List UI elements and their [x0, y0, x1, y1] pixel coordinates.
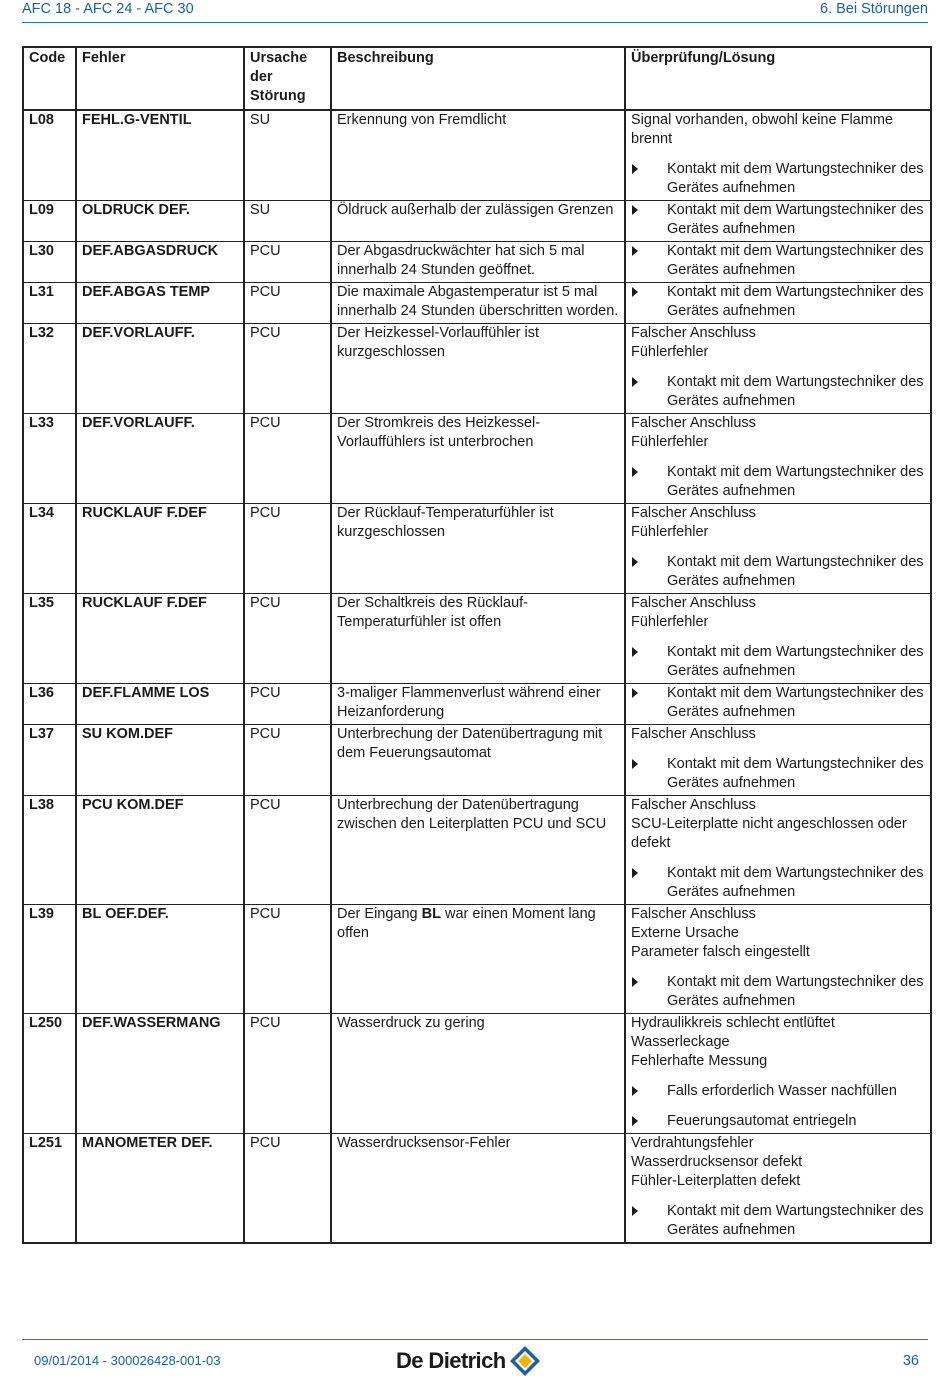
description-cell: Die maximale Abgastemperatur ist 5 mal innerhalb 24 Stunden überschritten worden.	[331, 283, 625, 324]
error-name-cell: OLDRUCK DEF.	[76, 201, 244, 242]
cause-cell: PCU	[244, 283, 331, 324]
error-code-table	[22, 46, 932, 1244]
solution-action	[631, 1082, 925, 1101]
table-row	[23, 201, 931, 242]
column-header-code: Code	[23, 47, 76, 110]
description-cell: Der Rücklauf-Temperaturfühler ist kurzgeschlossen	[331, 504, 625, 594]
cause-cell: PCU	[244, 242, 331, 283]
description-cell: Öldruck außerhalb der zulässigen Grenzen	[331, 201, 625, 242]
error-name-cell: DEF.ABGAS TEMP	[76, 283, 244, 324]
error-name-cell: DEF.ABGASDRUCK	[76, 242, 244, 283]
solution-action	[631, 201, 925, 239]
arrow-right-icon	[632, 377, 638, 387]
solution-action	[631, 755, 925, 793]
error-code-cell: L36	[23, 684, 76, 725]
cause-cell: PCU	[244, 684, 331, 725]
arrow-right-icon	[632, 1116, 638, 1126]
arrow-right-icon	[632, 977, 638, 987]
error-name-cell: SU KOM.DEF	[76, 725, 244, 796]
solution-hint: Parameter falsch eingestellt	[631, 944, 810, 960]
solution-cell	[625, 242, 931, 283]
solution-cell	[625, 905, 931, 1014]
error-code-cell: L250	[23, 1014, 76, 1134]
solution-action	[631, 553, 925, 591]
column-header-fehler: Fehler	[76, 47, 244, 110]
description-cell: Unterbrechung der Datenübertragung mit dem Feuerungsautomat	[331, 725, 625, 796]
solution-action-text: Falls erforderlich Wasser nachfüllen	[667, 1083, 897, 1099]
arrow-right-icon	[632, 868, 638, 878]
header-divider	[22, 22, 928, 23]
error-name-cell: DEF.FLAMME LOS	[76, 684, 244, 725]
error-name-cell: RUCKLAUF F.DEF	[76, 504, 244, 594]
description-cell: Der Stromkreis des Heizkessel-Vorlauffühlers ist unterbrochen	[331, 414, 625, 504]
solution-action	[631, 242, 925, 280]
solution-action	[631, 1202, 925, 1240]
solution-cell	[625, 201, 931, 242]
solution-action	[631, 1112, 925, 1131]
column-header-loesung: Überprüfung/Lösung	[625, 47, 931, 110]
solution-action	[631, 463, 925, 501]
cause-cell: PCU	[244, 324, 331, 414]
error-code-cell: L37	[23, 725, 76, 796]
description-cell: 3-maliger Flammenverlust während einer Heizanforderung	[331, 684, 625, 725]
header-chapter-title: 6. Bei Störungen	[819, 1, 928, 17]
description-cell: Unterbrechung der Datenübertragung zwischen den Leiterplatten PCU und SCU	[331, 796, 625, 905]
solution-cell	[625, 725, 931, 796]
solution-cell	[625, 283, 931, 324]
solution-action	[631, 684, 925, 722]
arrow-right-icon	[632, 246, 638, 256]
de-dietrich-logo	[396, 1345, 542, 1377]
cause-cell: PCU	[244, 594, 331, 684]
table-body	[23, 110, 931, 1243]
description-cell: Der Schaltkreis des Rücklauf-Temperaturfühler ist offen	[331, 594, 625, 684]
arrow-right-icon	[632, 287, 638, 297]
description-cell: Wasserdruck zu gering	[331, 1014, 625, 1134]
solution-hint: Falscher Anschluss	[631, 906, 756, 922]
solution-hint: Fühler-Leiterplatten defekt	[631, 1173, 801, 1189]
arrow-right-icon	[632, 467, 638, 477]
arrow-right-icon	[632, 688, 638, 698]
error-name-cell: MANOMETER DEF.	[76, 1134, 244, 1244]
solution-hint: Fühlerfehler	[631, 614, 709, 630]
error-code-cell: L35	[23, 594, 76, 684]
solution-action	[631, 283, 925, 321]
description-cell: Der Abgasdruckwächter hat sich 5 mal innerhalb 24 Stunden geöffnet.	[331, 242, 625, 283]
arrow-right-icon	[632, 164, 638, 174]
error-name-cell: DEF.VORLAUFF.	[76, 324, 244, 414]
cause-cell: PCU	[244, 1134, 331, 1244]
logo-diamond-icon	[508, 1344, 542, 1378]
description-cell: Erkennung von Fremdlicht	[331, 110, 625, 201]
solution-cell	[625, 684, 931, 725]
error-code-cell: L38	[23, 796, 76, 905]
error-name-cell: BL OEF.DEF.	[76, 905, 244, 1014]
solution-cell	[625, 1134, 931, 1244]
solution-hint: Verdrahtungsfehler	[631, 1135, 754, 1151]
table-row	[23, 725, 931, 796]
cause-cell: PCU	[244, 414, 331, 504]
solution-action	[631, 643, 925, 681]
arrow-right-icon	[632, 759, 638, 769]
description-cell: Der Heizkessel-Vorlauffühler ist kurzgeschlossen	[331, 324, 625, 414]
error-code-cell: L33	[23, 414, 76, 504]
solution-hint: Fühlerfehler	[631, 434, 709, 450]
cause-cell: PCU	[244, 905, 331, 1014]
solution-hint: Hydraulikkreis schlecht entlüftet	[631, 1015, 835, 1031]
solution-hint: Fühlerfehler	[631, 344, 709, 360]
solution-hint: Fehlerhafte Messung	[631, 1053, 768, 1069]
table-row	[23, 1134, 931, 1244]
solution-action-text: Feuerungsautomat entriegeln	[667, 1113, 857, 1129]
error-code-cell: L34	[23, 504, 76, 594]
solution-hint: Fühlerfehler	[631, 524, 709, 540]
solution-action-text: Kontakt mit dem Wartungstechniker des Gerätes aufnehmen	[667, 644, 924, 679]
solution-hint: Falscher Anschluss	[631, 595, 756, 611]
table-row	[23, 796, 931, 905]
footer-divider	[22, 1339, 928, 1340]
error-name-cell: DEF.VORLAUFF.	[76, 414, 244, 504]
solution-action-text: Kontakt mit dem Wartungstechniker des Gerätes aufnehmen	[667, 464, 924, 499]
table-row	[23, 324, 931, 414]
solution-hint: Signal vorhanden, obwohl keine Flamme brennt	[631, 112, 893, 147]
solution-hint: Wasserdrucksensor defekt	[631, 1154, 803, 1170]
solution-cell	[625, 110, 931, 201]
table-row	[23, 242, 931, 283]
solution-action-text: Kontakt mit dem Wartungstechniker des Gerätes aufnehmen	[667, 202, 924, 237]
solution-hint: Falscher Anschluss	[631, 325, 756, 341]
table-header-row	[23, 47, 931, 110]
solution-cell	[625, 504, 931, 594]
solution-hint: Falscher Anschluss	[631, 415, 756, 431]
error-code-cell: L32	[23, 324, 76, 414]
solution-cell	[625, 594, 931, 684]
arrow-right-icon	[632, 647, 638, 657]
table-row	[23, 504, 931, 594]
error-name-cell: DEF.WASSERMANG	[76, 1014, 244, 1134]
solution-action-text: Kontakt mit dem Wartungstechniker des Gerätes aufnehmen	[667, 243, 924, 278]
solution-action-text: Kontakt mit dem Wartungstechniker des Gerätes aufnehmen	[667, 685, 924, 720]
table-row	[23, 905, 931, 1014]
header-document-title: AFC 18 - AFC 24 - AFC 30	[22, 1, 194, 17]
footer-document-ref: 09/01/2014 - 300026428-001-03	[34, 1353, 221, 1368]
solution-action-text: Kontakt mit dem Wartungstechniker des Gerätes aufnehmen	[667, 554, 924, 589]
solution-action-text: Kontakt mit dem Wartungstechniker des Gerätes aufnehmen	[667, 284, 924, 319]
arrow-right-icon	[632, 205, 638, 215]
solution-action-text: Kontakt mit dem Wartungstechniker des Gerätes aufnehmen	[667, 865, 924, 900]
solution-hint: Wasserleckage	[631, 1034, 730, 1050]
description-text: war einen Moment lang offen	[337, 906, 596, 941]
error-name-cell: FEHL.G-VENTIL	[76, 110, 244, 201]
table-row	[23, 684, 931, 725]
description-bold-term: BL	[421, 906, 441, 922]
solution-cell	[625, 1014, 931, 1134]
column-header-beschreibung: Beschreibung	[331, 47, 625, 110]
cause-cell: PCU	[244, 796, 331, 905]
solution-action-text: Kontakt mit dem Wartungstechniker des Gerätes aufnehmen	[667, 1203, 924, 1238]
solution-action	[631, 864, 925, 902]
table-row	[23, 1014, 931, 1134]
solution-action-text: Kontakt mit dem Wartungstechniker des Gerätes aufnehmen	[667, 374, 924, 409]
cause-cell: PCU	[244, 1014, 331, 1134]
error-code-cell: L39	[23, 905, 76, 1014]
solution-hint: Externe Ursache	[631, 925, 739, 941]
cause-cell: SU	[244, 201, 331, 242]
error-code-cell: L251	[23, 1134, 76, 1244]
solution-action-text: Kontakt mit dem Wartungstechniker des Gerätes aufnehmen	[667, 974, 924, 1009]
solution-cell	[625, 796, 931, 905]
description-text: Der Eingang	[337, 906, 422, 922]
table-row	[23, 283, 931, 324]
description-cell: Wasserdrucksensor-Fehler	[331, 1134, 625, 1244]
solution-action-text: Kontakt mit dem Wartungstechniker des Gerätes aufnehmen	[667, 756, 924, 791]
solution-cell	[625, 414, 931, 504]
solution-hint: Falscher Anschluss	[631, 505, 756, 521]
solution-hint: SCU-Leiterplatte nicht angeschlossen oder defekt	[631, 816, 907, 851]
solution-action	[631, 373, 925, 411]
error-code-cell: L09	[23, 201, 76, 242]
solution-hint: Falscher Anschluss	[631, 726, 756, 742]
error-code-cell: L30	[23, 242, 76, 283]
description-cell	[331, 905, 625, 1014]
solution-cell	[625, 324, 931, 414]
table-row	[23, 414, 931, 504]
logo-wordmark: De Dietrich	[396, 1348, 506, 1373]
solution-action	[631, 973, 925, 1011]
cause-cell: SU	[244, 110, 331, 201]
error-code-cell: L08	[23, 110, 76, 201]
table-row	[23, 594, 931, 684]
solution-action-text: Kontakt mit dem Wartungstechniker des Gerätes aufnehmen	[667, 161, 924, 196]
table-row	[23, 110, 931, 201]
solution-action	[631, 160, 925, 198]
solution-hint: Falscher Anschluss	[631, 797, 756, 813]
cause-cell: PCU	[244, 725, 331, 796]
arrow-right-icon	[632, 1086, 638, 1096]
error-code-cell: L31	[23, 283, 76, 324]
arrow-right-icon	[632, 1206, 638, 1216]
column-header-ursache: Ursache der Störung	[244, 47, 331, 110]
arrow-right-icon	[632, 557, 638, 567]
page-number: 36	[902, 1353, 919, 1369]
cause-cell: PCU	[244, 504, 331, 594]
error-name-cell: RUCKLAUF F.DEF	[76, 594, 244, 684]
error-name-cell: PCU KOM.DEF	[76, 796, 244, 905]
